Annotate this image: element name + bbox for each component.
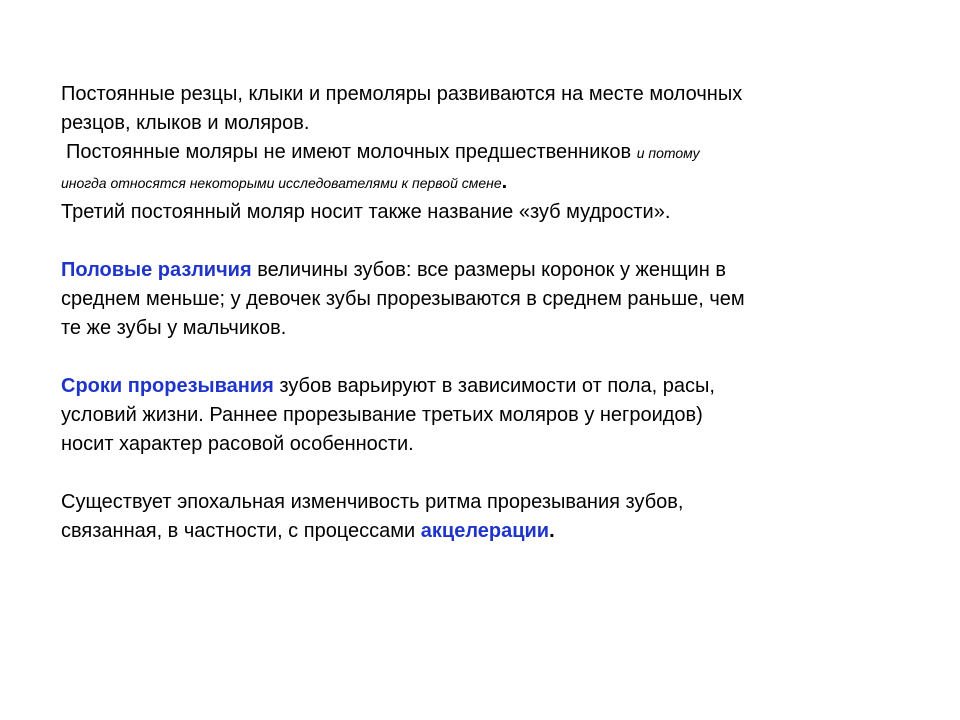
text-line: Существует эпохальная изменчивость ритма прорезывания зубов,	[61, 491, 684, 513]
text-line: носит характер расовой особенности.	[61, 433, 414, 455]
text-line	[66, 138, 891, 168]
slide-text-block	[61, 80, 891, 546]
molars-italic-note-line2: иногда относятся некоторыми исследователями к первой смене	[61, 175, 502, 191]
molars-italic-note: и потому	[636, 145, 700, 161]
eruption-timing-text: зубов варьируют в зависимости от пола, расы,	[273, 375, 715, 397]
term-eruption-timing: Сроки прорезывания	[61, 375, 274, 397]
period: .	[549, 520, 555, 542]
spacer	[61, 227, 891, 256]
paragraph-permanent-molars	[61, 138, 891, 168]
paragraph-permanent-teeth	[61, 80, 891, 138]
paragraph-wisdom-tooth: Третий постоянный моляр носит также название «зуб мудрости».	[61, 201, 671, 223]
text-line: среднем меньше; у девочек зубы прорезываются в среднем раньше, чем	[61, 288, 745, 310]
term-acceleration: акцелерации	[420, 520, 550, 542]
text-line	[61, 168, 891, 198]
text-line	[61, 256, 891, 285]
paragraph-eruption-timing	[61, 372, 891, 459]
term-sex-differences: Половые различия	[61, 259, 252, 281]
text-line	[61, 372, 891, 401]
text-line: условий жизни. Раннее прорезывание третьих моляров у негроидов)	[61, 404, 703, 426]
text-line	[61, 517, 891, 546]
molars-main-text: Постоянные моляры не имеют молочных предшественников	[66, 141, 632, 163]
period: .	[501, 171, 508, 193]
spacer	[61, 343, 891, 372]
paragraph-epochal-variability	[61, 488, 891, 546]
sex-differences-text: величины зубов: все размеры коронок у женщин в	[251, 259, 726, 281]
text-line: те же зубы у мальчиков.	[61, 317, 287, 339]
paragraph-sex-differences	[61, 256, 891, 343]
spacer	[61, 459, 891, 488]
epochal-text: связанная, в частности, с процессами	[61, 520, 421, 542]
text-line: Постоянные резцы, клыки и премоляры развиваются на месте молочных	[61, 83, 743, 105]
text-line: резцов, клыков и моляров.	[61, 112, 310, 134]
